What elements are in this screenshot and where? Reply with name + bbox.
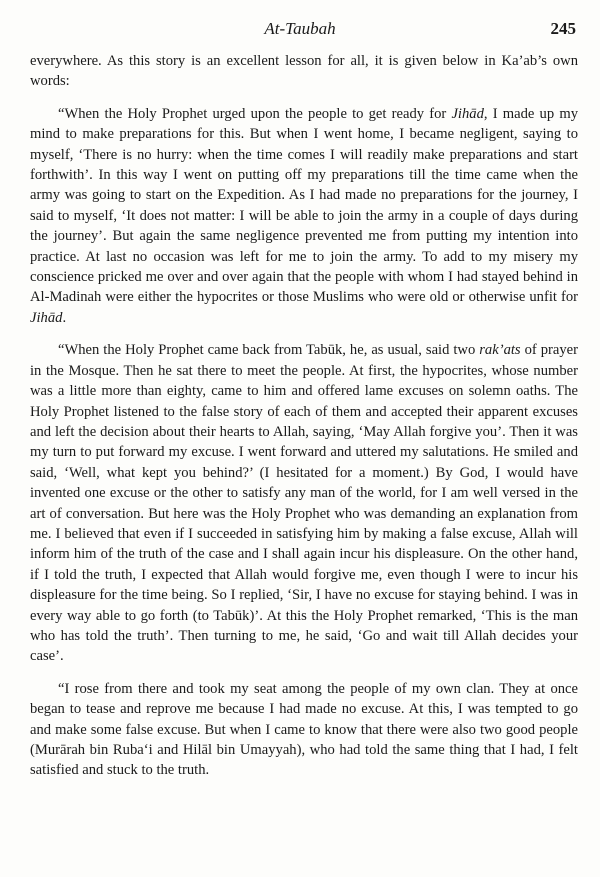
paragraph-continuation <box>30 51 578 92</box>
page-number: 245 <box>550 19 576 38</box>
paragraph-return-from-tabuk <box>30 340 578 667</box>
running-title: At-Taubah <box>264 19 336 38</box>
paragraph-own-clan <box>30 679 578 781</box>
running-head <box>0 18 600 40</box>
text-segment: everywhere. As this story is an excellent lesson for all, it is given below in Ka’ab’s own words: <box>30 53 578 90</box>
text-segment: “When the Holy Prophet came back from Tabūk, he, as usual, said two <box>58 342 480 359</box>
body-text <box>30 51 578 793</box>
text-segment: , I made up my mind to make preparations for this. But when I went home, I became negligent, saying to myself, ‘There is no hurry: when the time comes I will readily make preparations and start forthwith’. In this way I went on putting off my preparations till the time came when the army was going to start on the Expedition. As I had made no preparations for the journey, I said to myself, ‘It does not matter: I will be able to join the army in a couple of days during the journey’. But again the same negligence prevented me from putting my intention into practice. At last no occasion was left for me to join the army. To add to my misery my conscience pricked me over and over again that the people with whom I had stayed behind in Al-Madinah were either the hypocrites or those Muslims who were old or otherwise unfit for <box>30 105 578 306</box>
text-segment: “I rose from there and took my seat among the people of my own clan. They at once began to tease and reprove me because I had made no excuse. At this, I was tempted to go and make some false excuse. But when I came to know that there were also two good people (Murārah bin Ruba‘i and Hilāl bin Umayyah), who had told the same thing that I had, I felt satisfied and stuck to the truth. <box>30 680 578 779</box>
italic-term: rak’ats <box>479 342 521 359</box>
italic-term: Jihād <box>30 309 63 326</box>
text-segment: . <box>62 309 67 326</box>
text-segment: “When the Holy Prophet urged upon the people to get ready for <box>58 105 452 122</box>
paragraph-preparations <box>30 104 578 328</box>
text-segment: of prayer in the Mosque. Then he sat there to meet the people. At first, the hypocrites, whose number was a little more than eighty, came to him and offered lame excuses on solemn oaths. The Holy Prophet listened to the false story of each of them and accepted their apparent excuses and left the decision about their hearts to Allah, saying, ‘May Allah forgive you’. Then it was my turn to put forward my excuse. I went forward and uttered my salutations. He smiled and said, ‘Well, what kept you behind?’ (I hesitated for a moment.) By God, I would have invented one excuse or the other to satisfy any man of the world, for I am well versed in the art of conversation. But here was the Holy Prophet who was demanding an explanation from me. I believed that even if I succeeded in satisfying him by making a false excuse, Allah will inform him of the truth of the case and I shall again incur his displeasure. On the other hand, if I told the truth, I expected that Allah would forgive me, even though I were to incur his displeasure for the time being. So I replied, ‘Sir, I have no excuse for staying behind. I was in every way able to go forth (to Tabūk)’. At this the Holy Prophet remarked, ‘This is the man who has told the truth’. Then turning to me, he said, ‘Go and wait till Allah decides your case’. <box>30 342 578 665</box>
italic-term: Jihād <box>451 105 484 122</box>
